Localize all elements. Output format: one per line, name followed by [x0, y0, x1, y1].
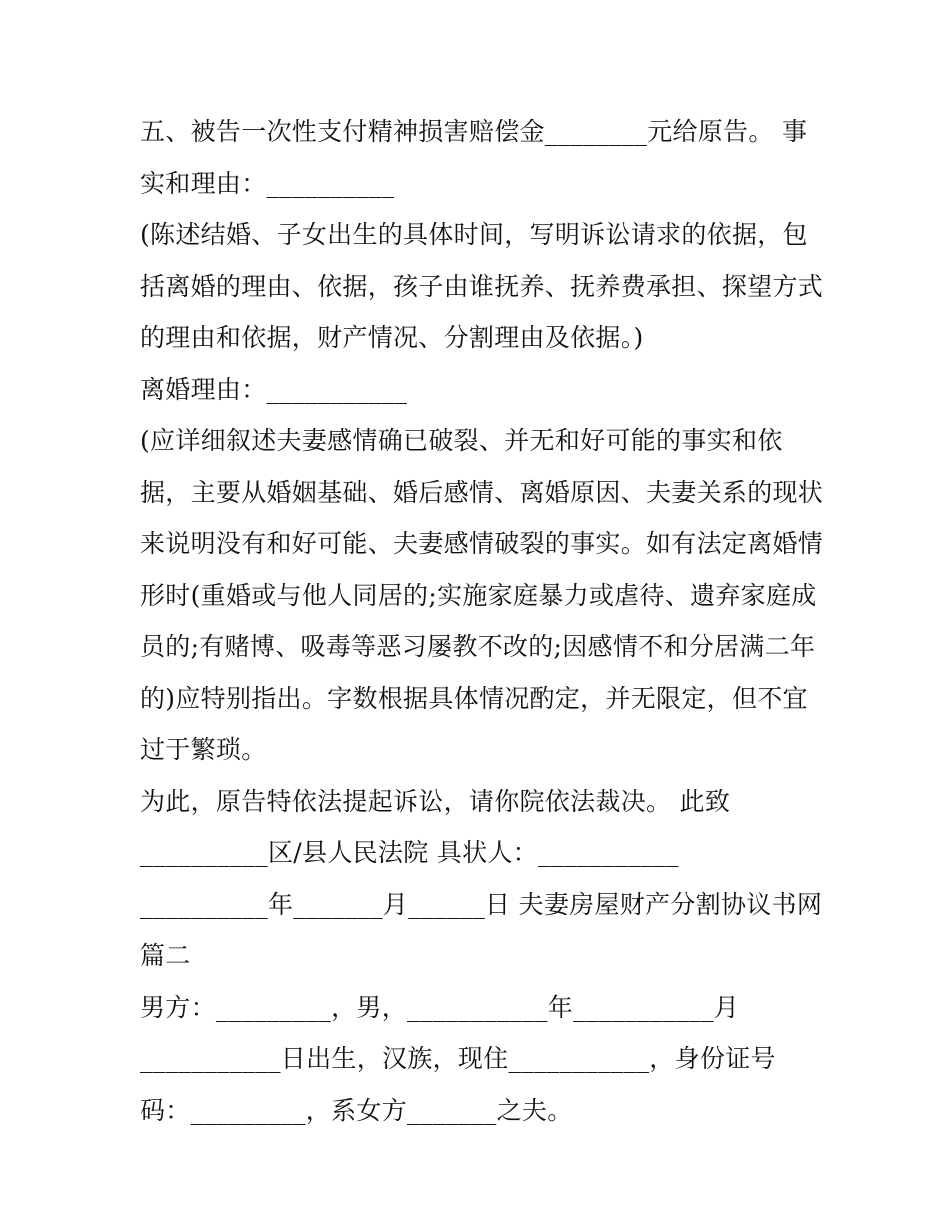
section-heading: 篇二 [140, 941, 191, 970]
text-line: 的)应特别指出。字数根据具体情况酌定，并无限定，但不宜 [140, 683, 808, 713]
text-line: __________区/县人民法院 具状人：___________ [140, 838, 679, 867]
text-line: 来说明没有和好可能、夫妻感情破裂的事实。如有法定离婚情 [140, 529, 824, 558]
text-line: 员的;有赌博、吸毒等恶习屡教不改的;因感情不和分居满二年 [140, 632, 816, 661]
text-line: 男方：_________，男，___________年___________月 [140, 992, 740, 1022]
text-line: 的理由和依据，财产情况、分割理由及依据。) [140, 323, 644, 352]
text-line: (应详细叙述夫妻感情确已破裂、并无和好可能的事实和依 [140, 426, 783, 455]
text-line: 括离婚的理由、依据，孩子由谁抚养、抚养费承担、探望方式 [140, 271, 824, 301]
text-line: 据，主要从婚姻基础、婚后感情、离婚原因、夫妻关系的现状 [140, 477, 824, 507]
document-page [140, 106, 830, 1136]
text-line: 码：_________，系女方_______之夫。 [140, 1095, 573, 1125]
text-line: __________年_______月______日 夫妻房屋财产分割协议书网 [140, 889, 823, 919]
text-line: (陈述结婚、子女出生的具体时间，写明诉讼请求的依据，包 [140, 220, 808, 249]
text-line: 为此，原告特依法提起诉讼，请你院依法裁决。 此致 [140, 786, 731, 816]
text-line: ___________日出生，汉族，现住___________，身份证号 [140, 1044, 776, 1073]
text-line: 五、被告一次性支付精神损害赔偿金________元给原告。 事 [140, 117, 808, 146]
text-line: 过于繁琐。 [140, 735, 267, 764]
text-line: 实和理由：__________ [140, 168, 395, 198]
text-line: 形时(重婚或与他人同居的;实施家庭暴力或虐待、遗弃家庭成 [140, 580, 817, 610]
text-line: 离婚理由：___________ [140, 374, 408, 404]
